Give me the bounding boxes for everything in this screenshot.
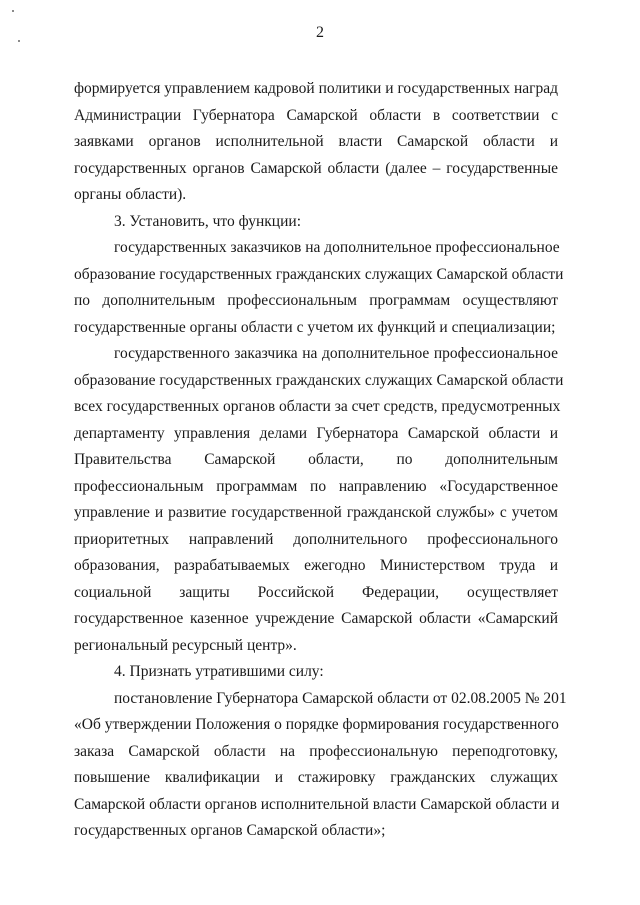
section-heading: 3. Установить, что функции:: [114, 212, 301, 230]
text-line: региональный ресурсный центр».: [74, 636, 297, 654]
text-line: заказа Самарской области на профессиональную переподготовку,: [74, 742, 558, 760]
text-line: профессиональным программам по направлению «Государственное: [74, 477, 558, 495]
text-line: Правительства Самарской области, по дополнительным: [74, 451, 558, 468]
text-line: государственные органы области с учетом их функций и специализации;: [74, 318, 556, 336]
section-heading: 4. Признать утратившими силу:: [114, 663, 324, 680]
text-line: органы области).: [74, 186, 187, 203]
text-line: образования, разрабатываемых ежегодно Министерством труда и: [74, 557, 558, 574]
scan-speck: [12, 10, 14, 12]
text-line: социальной защиты Российской Федерации, осуществляет: [74, 583, 558, 601]
text-line: приоритетных направлений дополнительного профессионального: [74, 530, 558, 548]
text-line: государственных заказчиков на дополнительное профессиональное: [114, 239, 560, 256]
text-line: государственных органов Самарской области»;: [74, 822, 386, 839]
text-line: повышение квалификации и стажировку гражданских служащих: [74, 769, 558, 786]
text-line: постановление Губернатора Самарской области от 02.08.2005 № 201: [114, 689, 567, 707]
text-line: заявками органов исполнительной власти Самарской области и: [74, 133, 558, 150]
text-line: образование государственных гражданских служащих Самарской области: [74, 371, 564, 389]
page-number: 2: [316, 24, 324, 41]
text-line: государственное казенное учреждение Самарской области «Самарский: [74, 610, 558, 627]
document-body: [74, 76, 567, 845]
text-line: Администрации Губернатора Самарской области в соответствии с: [74, 106, 558, 124]
text-line: управление и развитие государственной гражданской службы» с учетом: [74, 504, 558, 521]
text-line: образование государственных гражданских служащих Самарской области: [74, 265, 564, 283]
text-line: по дополнительным профессиональным программам осуществляют: [74, 292, 558, 309]
text-line: «Об утверждении Положения о порядке формирования государственного: [74, 716, 559, 733]
text-line: формируется управлением кадровой политики и государственных наград: [74, 80, 558, 97]
text-line: Самарской области органов исполнительной власти Самарской области и: [74, 795, 560, 813]
text-line: департаменту управления делами Губернатора Самарской области и: [74, 424, 558, 442]
text-line: всех государственных органов области за счет средств, предусмотренных: [74, 398, 561, 415]
text-line: государственного заказчика на дополнительное профессиональное: [114, 345, 558, 362]
text-line: государственных органов Самарской области (далее – государственные: [74, 159, 558, 177]
